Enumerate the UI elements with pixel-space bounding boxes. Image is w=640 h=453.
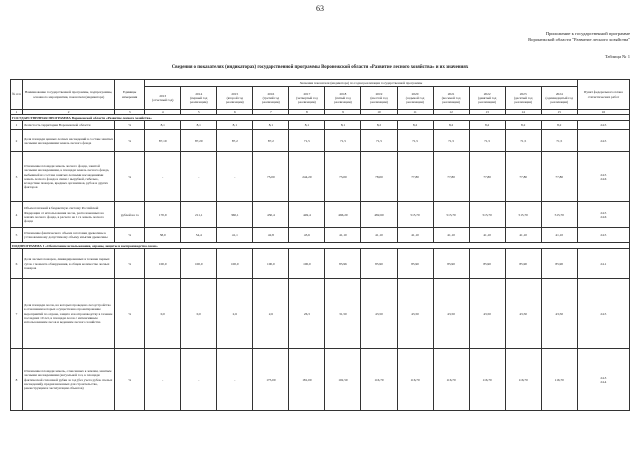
indicator-value: 41,1 [217, 228, 253, 243]
indicator-value: 41,10 [361, 228, 397, 243]
indicator-value: 85,90 [505, 249, 541, 279]
indicator-value: 116,70 [433, 349, 469, 411]
plan-point [577, 349, 629, 411]
indicator-value: 87,2 [217, 130, 253, 152]
header-year-label: (второй год реализации) [225, 95, 244, 105]
header-year-value: 2014 [195, 91, 203, 96]
header-year [181, 87, 217, 110]
plan-point-line: 24.6 [600, 176, 607, 181]
indicator-value: 43,50 [505, 279, 541, 349]
column-index: 3 [115, 110, 145, 115]
indicator-value: 100,0 [289, 249, 325, 279]
row-number: 3 [11, 152, 23, 202]
indicator-value: 41,10 [325, 228, 361, 243]
plan-point-line: 24.5 [600, 123, 607, 128]
header-year [361, 87, 397, 110]
row-number: 6 [11, 249, 23, 279]
header-year-label: (отчетный год) [151, 98, 174, 102]
row-number: 1 [11, 121, 23, 130]
plan-point-line: 24.5 [600, 233, 607, 238]
indicator-value: 85,90 [469, 249, 505, 279]
indicator-value: 360,1 [217, 202, 253, 228]
appendix-line-2: Воронежской области "Развитие лесного хозяйства" [528, 37, 630, 42]
indicator-unit: % [115, 279, 145, 349]
indicator-name: Отношение фактического объема заготовки древесины к установленному допустимому объему изъятия древесины [23, 228, 115, 243]
header-year [469, 87, 505, 110]
indicator-name: Доля лесных пожаров, ликвидированных в течение первых суток с момента обнаружения, в общем количестве лесных пожаров [23, 249, 115, 279]
indicator-value: - [145, 349, 181, 411]
indicator-value: - [145, 152, 181, 202]
header-year-label: (четвертый год реализации) [296, 95, 318, 105]
column-index: 5 [181, 110, 217, 115]
plan-point [577, 152, 629, 202]
plan-point [577, 228, 629, 243]
indicator-name: Доля площади ценных лесных насаждений в составе занятых лесными насаждениями земель лесного фонда [23, 130, 115, 152]
header-year-value: 2022 [483, 91, 491, 96]
plan-point [577, 130, 629, 152]
row-number: 8 [11, 349, 23, 411]
indicator-value: 85,90 [397, 249, 433, 279]
indicator-value: 0,0 [181, 279, 217, 349]
column-index: 14 [505, 110, 541, 115]
indicator-value: 8,2 [469, 121, 505, 130]
table-row [11, 349, 630, 411]
section-subprogram-1-title: ПОДПРОГРАММА 1 «Обеспечение использования, охраны, защиты и воспроизводства лесов» [11, 243, 630, 249]
indicator-value: - [181, 349, 217, 411]
indicator-value: 116,70 [541, 349, 577, 411]
indicator-value: 2,6 [253, 279, 289, 349]
indicator-value: 100,0 [217, 249, 253, 279]
plan-point-line: 24.6 [600, 214, 607, 219]
header-year-label: (шестой год реализации) [370, 95, 388, 105]
table-row [11, 130, 630, 152]
header-year-value: 2016 [267, 91, 275, 96]
indicator-value: 71,5 [505, 130, 541, 152]
indicator-value: 43,6 [289, 228, 325, 243]
indicator-unit: % [115, 121, 145, 130]
header-num: № п/п [11, 80, 23, 110]
header-year [505, 87, 541, 110]
row-number: 7 [11, 279, 23, 349]
indicator-value: 8,2 [433, 121, 469, 130]
section-program-title: ГОСУДАРСТВЕННАЯ ПРОГРАММА Воронежской области «Развитие лесного хозяйства» [11, 115, 630, 121]
indicator-value: 87,19 [145, 130, 181, 152]
column-index: 13 [469, 110, 505, 115]
header-year [397, 87, 433, 110]
indicator-value: 41,10 [469, 228, 505, 243]
indicator-value: 77,80 [433, 152, 469, 202]
indicator-value: 466,20 [325, 202, 361, 228]
table-title: Сведения о показателях (индикаторах) государственной программы Воронежской области «Развитие лесного хозяйства» и их значениях [171, 65, 469, 70]
indicator-unit: % [115, 228, 145, 243]
indicator-value: 77,80 [541, 152, 577, 202]
indicator-value: 8,2 [397, 121, 433, 130]
indicator-value: 77,80 [505, 152, 541, 202]
indicator-value: 170,9 [145, 202, 181, 228]
indicator-unit: % [115, 152, 145, 202]
indicator-value: 71,5 [433, 130, 469, 152]
indicator-unit: рублей на га [115, 202, 145, 228]
indicator-value: 100,0 [145, 249, 181, 279]
column-index: 16 [577, 110, 629, 115]
indicator-value: 41,10 [541, 228, 577, 243]
plan-point-line: 24.4 [600, 379, 607, 384]
indicator-value: 71,5 [289, 130, 325, 152]
header-year-label: (десятый год реализации) [513, 95, 533, 105]
indicator-value: 54,4 [181, 228, 217, 243]
indicator-value: 515,70 [433, 202, 469, 228]
indicator-unit: % [115, 349, 145, 411]
plan-point-line: 24.1 [600, 261, 607, 266]
indicator-value: 515,70 [397, 202, 433, 228]
indicator-name: Лесистость территории Воронежской области [23, 121, 115, 130]
header-year-value: 2023 [519, 91, 527, 96]
indicator-value: 77,80 [397, 152, 433, 202]
indicator-value: 85,90 [541, 249, 577, 279]
header-year-value: 2013 [159, 93, 167, 98]
header-year [541, 87, 577, 110]
indicator-value: 75,00 [253, 152, 289, 202]
plan-point-line: 24.5 [600, 311, 607, 316]
indicator-value: 71,5 [397, 130, 433, 152]
column-index: 12 [433, 110, 469, 115]
table-header [11, 80, 630, 115]
indicator-value: 41,10 [505, 228, 541, 243]
header-name: Наименование государственной программы, подпрограммы, основного мероприятия, показателя (индикатора) [23, 80, 115, 110]
indicator-value: 75,00 [325, 152, 361, 202]
indicator-value: 430,4 [253, 202, 289, 228]
column-index: 15 [541, 110, 577, 115]
indicator-value: 87,2 [253, 130, 289, 152]
indicator-value: 482,60 [361, 202, 397, 228]
column-index: 7 [253, 110, 289, 115]
indicator-value: 8,2 [361, 121, 397, 130]
column-index: 10 [361, 110, 397, 115]
indicator-value: 2,6 [217, 279, 253, 349]
header-year-label: (девятый год реализации) [477, 95, 497, 105]
indicator-value: 71,5 [469, 130, 505, 152]
header-year-label: (пятый год реализации) [334, 95, 352, 105]
appendix-note [528, 31, 630, 43]
indicator-value: 515,70 [541, 202, 577, 228]
table-number: Таблица № 1 [604, 54, 630, 59]
page-number: 63 [316, 4, 324, 13]
indicator-value: 515,70 [505, 202, 541, 228]
column-index: 2 [23, 110, 115, 115]
header-year-value: 2019 [375, 91, 383, 96]
indicator-value: 41,10 [433, 228, 469, 243]
header-year [433, 87, 469, 110]
plan-point-line: 24.5 [600, 172, 607, 177]
indicator-value: 116,70 [361, 349, 397, 411]
header-year [217, 87, 253, 110]
indicator-value: 78,00 [361, 152, 397, 202]
indicator-value: 8,1 [253, 121, 289, 130]
header-year [253, 87, 289, 110]
indicator-value: 43,50 [541, 279, 577, 349]
indicator-value: 77,80 [469, 152, 505, 202]
plan-point [577, 121, 629, 130]
indicator-value: 58,0 [145, 228, 181, 243]
indicator-value: - [217, 152, 253, 202]
header-row [11, 80, 630, 87]
indicator-value: 244,20 [289, 152, 325, 202]
indicator-value: 0,0 [145, 279, 181, 349]
indicator-value: 43,50 [433, 279, 469, 349]
header-year-value: 2015 [231, 91, 239, 96]
header-year-value: 2020 [411, 91, 419, 96]
indicator-value: 43,50 [361, 279, 397, 349]
indicator-value: 8,1 [181, 121, 217, 130]
table-row [11, 202, 630, 228]
indicator-value: 8,1 [289, 121, 325, 130]
indicator-value: 116,70 [397, 349, 433, 411]
header-plan-point: Пункт федерального плана статистических работ [577, 80, 629, 110]
indicator-value: 71,5 [325, 130, 361, 152]
table-row [11, 228, 630, 243]
column-index: 9 [325, 110, 361, 115]
column-index: 8 [289, 110, 325, 115]
row-number: 2 [11, 130, 23, 152]
indicator-name: Объем платежей в бюджетную систему Российской Федерации от использования лесов, расположенных на землях лесного фонда, в расчете на 1 га земель лесного фонда [23, 202, 115, 228]
indicator-name: Доля площади лесов, на которых проведено лесоустройство в отношении которых осуществлено проектирование мероприятий по охране, защите и воспроизводству в течение последних 10 лет, в площади лесов с интенсивным использованием лесов и ведением лесного хозяйства [23, 279, 115, 349]
plan-point [577, 249, 629, 279]
indicator-unit: % [115, 130, 145, 152]
indicator-value: 116,70 [505, 349, 541, 411]
plan-point-line: 24.5 [600, 138, 607, 143]
header-year [289, 87, 325, 110]
indicator-value: 100,0 [253, 249, 289, 279]
header-year-value: 2017 [303, 91, 311, 96]
indicator-value: 71,5 [541, 130, 577, 152]
indicator-value: 43,50 [397, 279, 433, 349]
header-year-value: 2024 [555, 91, 563, 96]
indicator-value: 181,00 [289, 349, 325, 411]
header-units: Единицы измерения [115, 80, 145, 110]
column-index: 4 [145, 110, 181, 115]
plan-point [577, 279, 629, 349]
table-row [11, 121, 630, 130]
indicator-value: 175,00 [253, 349, 289, 411]
indicator-unit: % [115, 249, 145, 279]
indicator-value: 31,50 [325, 279, 361, 349]
indicator-value: 87,20 [181, 130, 217, 152]
indicator-value: 42,8 [253, 228, 289, 243]
header-year-label: (одиннадцатый год реализации) [545, 95, 573, 105]
indicator-value: - [181, 152, 217, 202]
row-number: 5 [11, 228, 23, 243]
indicator-value: - [217, 349, 253, 411]
appendix-line-1: Приложение к государственной программе [545, 31, 630, 36]
plan-point-line: 24.5 [600, 210, 607, 215]
indicator-value: 85,96 [325, 249, 361, 279]
indicator-value: 449,4 [289, 202, 325, 228]
indicator-value: 8,1 [217, 121, 253, 130]
header-year [145, 87, 181, 110]
table-body [11, 115, 630, 411]
indicator-value: 26,3 [289, 279, 325, 349]
header-year-label: (седьмой год реализации) [405, 95, 425, 105]
indicator-value: 8,2 [505, 121, 541, 130]
indicator-value: 41,10 [397, 228, 433, 243]
column-index: 6 [217, 110, 253, 115]
indicator-value: 85,90 [361, 249, 397, 279]
indicator-value: 85,90 [433, 249, 469, 279]
header-year-label: (третий год реализации) [262, 95, 280, 105]
column-index: 1 [11, 110, 23, 115]
plan-point [577, 202, 629, 228]
indicator-value: 8,1 [325, 121, 361, 130]
indicator-value: 71,5 [361, 130, 397, 152]
indicator-name: Отношение площади земель, отнесенных к землям, занятым лесными насаждениями (актуальной гол, к площади фактической сплошной рубки за год (без учета рубок спелых насаждений), предназначенных для строительства, реконструкции и эксплуатации объектов) [23, 349, 115, 411]
row-number: 4 [11, 202, 23, 228]
plan-point-line: 24.3 [600, 375, 607, 380]
indicator-value: 100,0 [181, 249, 217, 279]
table-row [11, 279, 630, 349]
indicator-value: 211,1 [181, 202, 217, 228]
indicator-value: 515,70 [469, 202, 505, 228]
indicator-value: 116,70 [469, 349, 505, 411]
header-year-label: (первый год реализации) [189, 95, 208, 105]
column-index: 11 [397, 110, 433, 115]
indicator-value: 102,50 [325, 349, 361, 411]
header-year [325, 87, 361, 110]
indicator-value: 43,50 [469, 279, 505, 349]
indicator-value: 8,2 [541, 121, 577, 130]
header-values-group: Значения показателя (индикатора) по годам реализации государственной программы [145, 80, 578, 87]
table-row [11, 249, 630, 279]
header-year-value: 2021 [447, 91, 455, 96]
indicators-table [10, 79, 630, 411]
table-row [11, 152, 630, 202]
indicator-name: Отношение площади земель лесного фонда, занятой лесными насаждениями, к площади земель лесного фонда, выбывшей из состава занятых лесными насаждениями земель лесного фонда в связи с вырубкой, гибелью, вследствие пожаров, вредных организмов, рубок и других факторов [23, 152, 115, 202]
indicator-value: 8,1 [145, 121, 181, 130]
header-year-value: 2018 [339, 91, 347, 96]
header-year-label: (восьмой год реализации) [441, 95, 461, 105]
